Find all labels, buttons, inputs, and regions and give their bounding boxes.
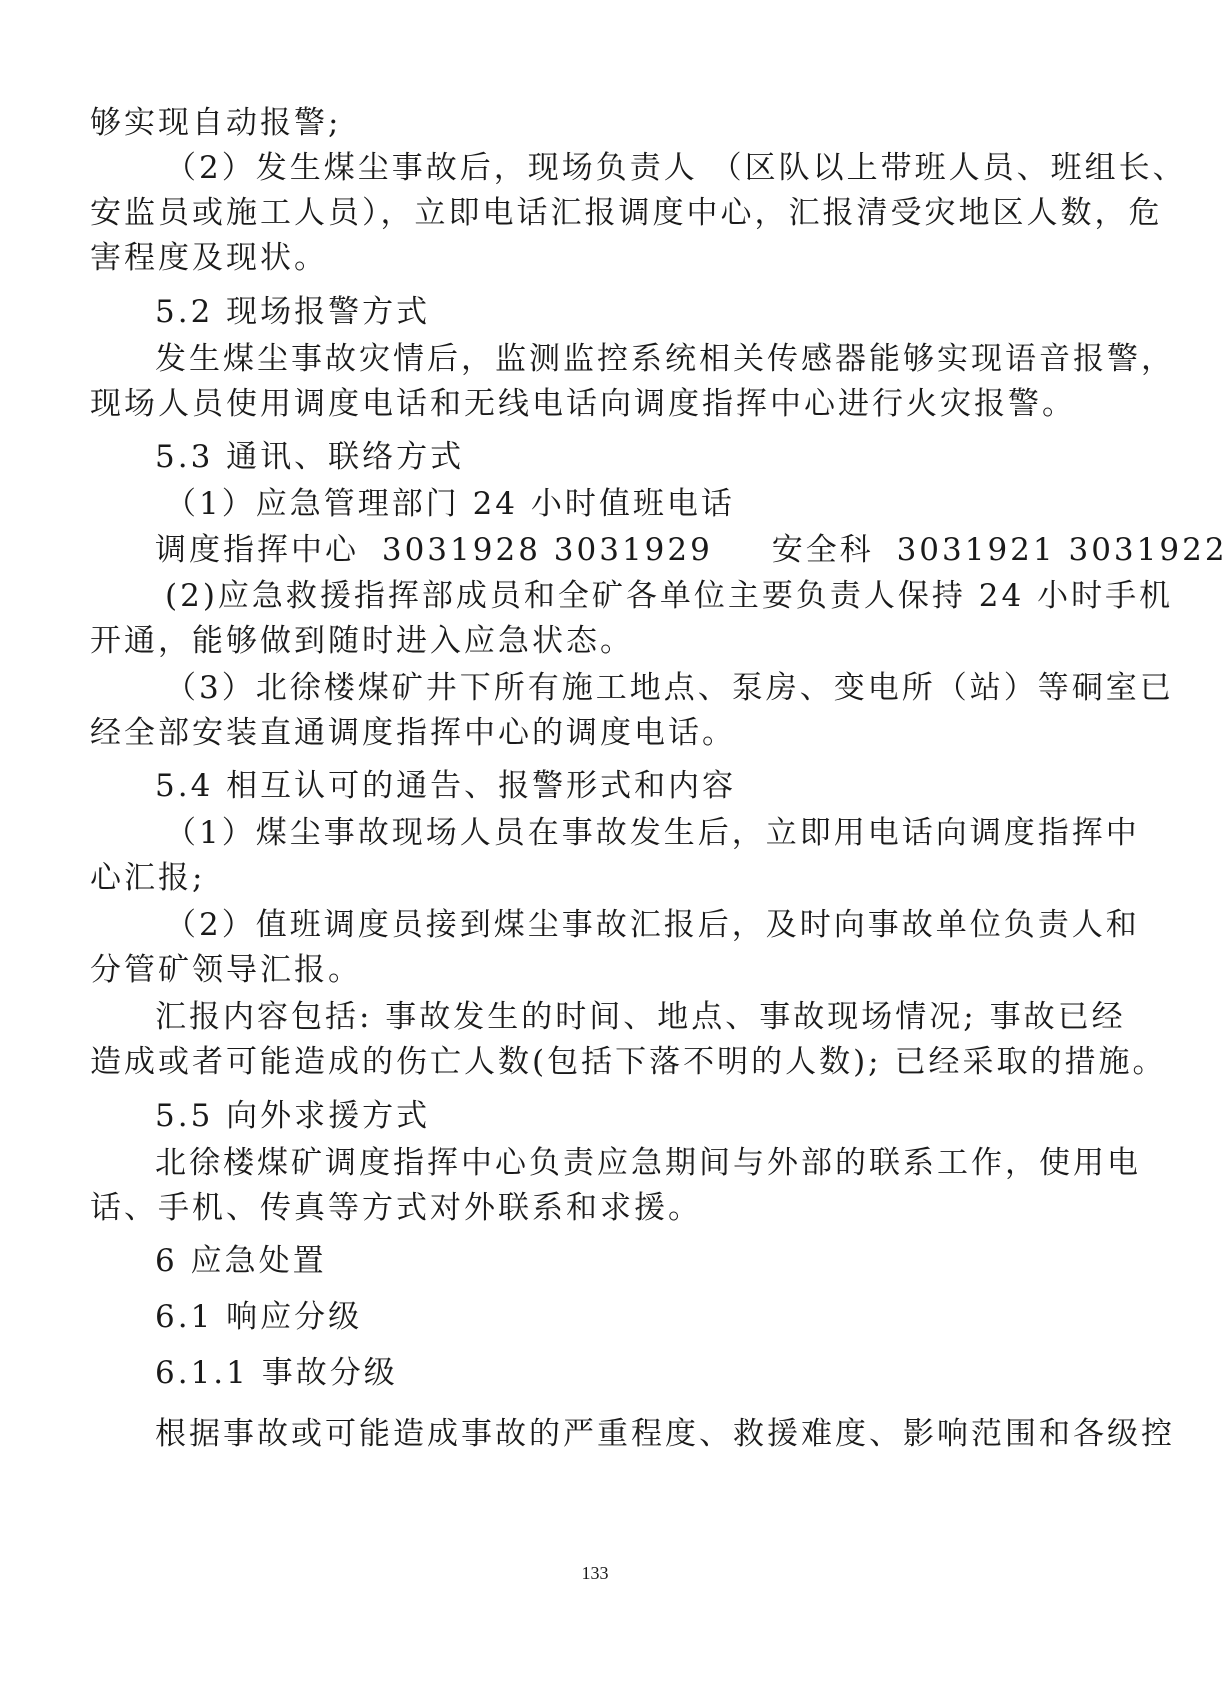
text-line: 害程度及现状。: [90, 240, 328, 276]
text-line: （1）应急管理部门 24 小时值班电话: [165, 486, 735, 522]
section-heading: 6.1 响应分级: [155, 1299, 363, 1335]
text-line: 根据事故或可能造成事故的严重程度、救援难度、影响范围和各级控: [155, 1416, 1175, 1452]
section-heading: 6.1.1 事故分级: [155, 1355, 398, 1391]
section-heading: 5.4 相互认可的通告、报警形式和内容: [155, 768, 737, 804]
text-line: 心汇报;: [90, 860, 206, 896]
text-line: （3）北徐楼煤矿井下所有施工地点、泵房、变电所（站）等硐室已: [165, 670, 1174, 706]
safety-phones: 3031921 3031922: [896, 532, 1228, 568]
text-line: 发生煤尘事故灾情后，监测监控系统相关传感器能够实现语音报警，: [155, 341, 1175, 377]
text-line: 造成或者可能造成的伤亡人数(包括下落不明的人数); 已经采取的措施。: [90, 1044, 1167, 1080]
text-line: （2）发生煤尘事故后，现场负责人 （区队以上带班人员、班组长、: [165, 150, 1187, 186]
text-line: 开通，能够做到随时进入应急状态。: [90, 623, 634, 659]
text-line: （2）值班调度员接到煤尘事故汇报后，及时向事故单位负责人和: [165, 907, 1140, 943]
text-line: (2)应急救援指挥部成员和全矿各单位主要负责人保持 24 小时手机: [165, 578, 1174, 614]
text-line: 经全部安装直通调度指挥中心的调度电话。: [90, 715, 736, 751]
text-line: 汇报内容包括: 事故发生的时间、地点、事故现场情况; 事故已经: [155, 999, 1126, 1035]
contact-line: [155, 530, 1228, 570]
dispatch-label: 调度指挥中心: [155, 532, 359, 568]
safety-label: 安全科: [771, 532, 874, 568]
text-line: 分管矿领导汇报。: [90, 952, 362, 988]
dispatch-phones: 3031928 3031929: [381, 532, 713, 568]
page-number: 133: [581, 1563, 609, 1583]
text-line: （1）煤尘事故现场人员在事故发生后，立即用电话向调度指挥中: [165, 815, 1140, 851]
text-line: 够实现自动报警;: [90, 105, 342, 141]
text-line: 话、手机、传真等方式对外联系和求援。: [90, 1190, 702, 1226]
text-line: 现场人员使用调度电话和无线电话向调度指挥中心进行火灾报警。: [90, 386, 1076, 422]
section-heading: 6 应急处置: [155, 1243, 327, 1279]
text-line: 安监员或施工人员），立即电话汇报调度中心，汇报清受灾地区人数，危: [90, 195, 1163, 231]
section-heading: 5.2 现场报警方式: [155, 294, 431, 330]
section-heading: 5.3 通讯、联络方式: [155, 439, 465, 475]
text-line: 北徐楼煤矿调度指挥中心负责应急期间与外部的联系工作，使用电: [155, 1145, 1141, 1181]
section-heading: 5.5 向外求援方式: [155, 1098, 431, 1134]
